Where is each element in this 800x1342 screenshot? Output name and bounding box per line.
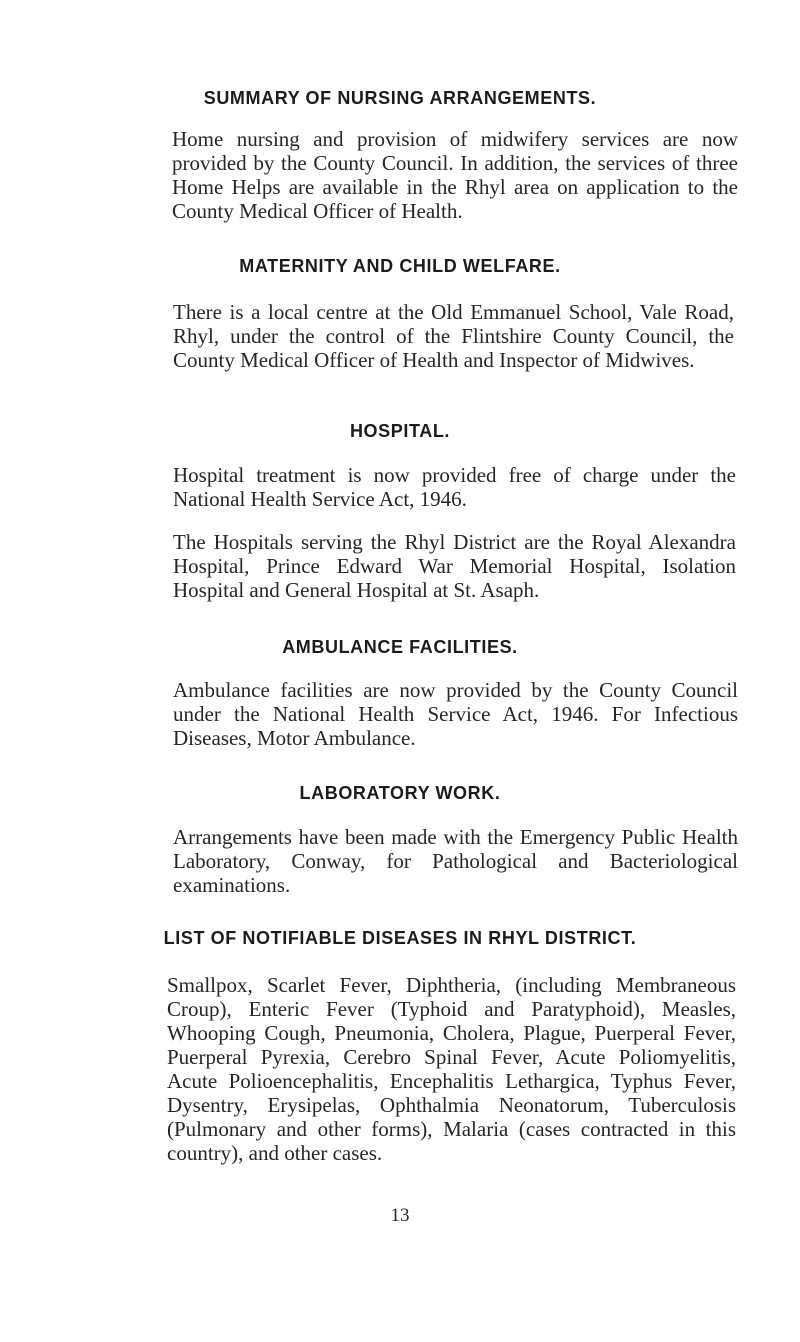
paragraph-rhyl-hospitals: The Hospitals serving the Rhyl District are the Royal Alexandra Hospital, Prince Edward War Memorial Hospital, Isolation Hospital and General Hospital at St. Asaph. [173, 530, 736, 602]
page-number: 13 [390, 1205, 410, 1226]
paragraph-maternity-and-child-welfare: There is a local centre at the Old Emmanuel School, Vale Road, Rhyl, under the control of the Flintshire County Council, the County Medical Officer of Health and Inspector of Midwives. [173, 300, 734, 372]
paragraph-nursing-arrangements: Home nursing and provision of midwifery services are now provided by the County Council. In addition, the services of three Home Helps are available in the Rhyl area on application to the County Medical Officer of Health. [172, 127, 738, 223]
paragraph-laboratory-work: Arrangements have been made with the Emergency Public Health Laboratory, Conway, for Pathological and Bacteriological examinations. [173, 825, 738, 897]
heading-summary-of-nursing-arrangements: SUMMARY OF NURSING ARRANGEMENTS. [203, 88, 597, 108]
paragraph-ambulance-facilities: Ambulance facilities are now provided by the County Council under the National Health Service Act, 1946. For Infectious Diseases, Motor Ambulance. [173, 678, 738, 750]
heading-hospital: HOSPITAL. [349, 421, 451, 441]
heading-maternity-and-child-welfare: MATERNITY AND CHILD WELFARE. [239, 256, 561, 276]
heading-laboratory-work: LABORATORY WORK. [299, 783, 501, 803]
paragraph-hospital-treatment: Hospital treatment is now provided free of charge under the National Health Service Act, 1946. [173, 463, 736, 511]
paragraph-notifiable-diseases: Smallpox, Scarlet Fever, Diphtheria, (including Membraneous Croup), Enteric Fever (Typhoid and Paratyphoid), Measles, Whooping Cough, Pneumonia, Cholera, Plague, Puerperal Fever, Puerperal Pyrexia, Cerebro Spinal Fever, Acute Poliomyelitis, Acute Polioencephalitis, Encephalitis Lethargica, Typhus Fever, Dysentry, Erysipelas, Ophthalmia Neonatorum, Tuberculosis (Pulmonary and other forms), Malaria (cases contracted in this country), and other cases. [167, 973, 736, 1165]
heading-list-of-notifiable-diseases: LIST OF NOTIFIABLE DISEASES IN RHYL DISTRICT. [163, 928, 637, 948]
heading-ambulance-facilities: AMBULANCE FACILITIES. [282, 637, 518, 657]
